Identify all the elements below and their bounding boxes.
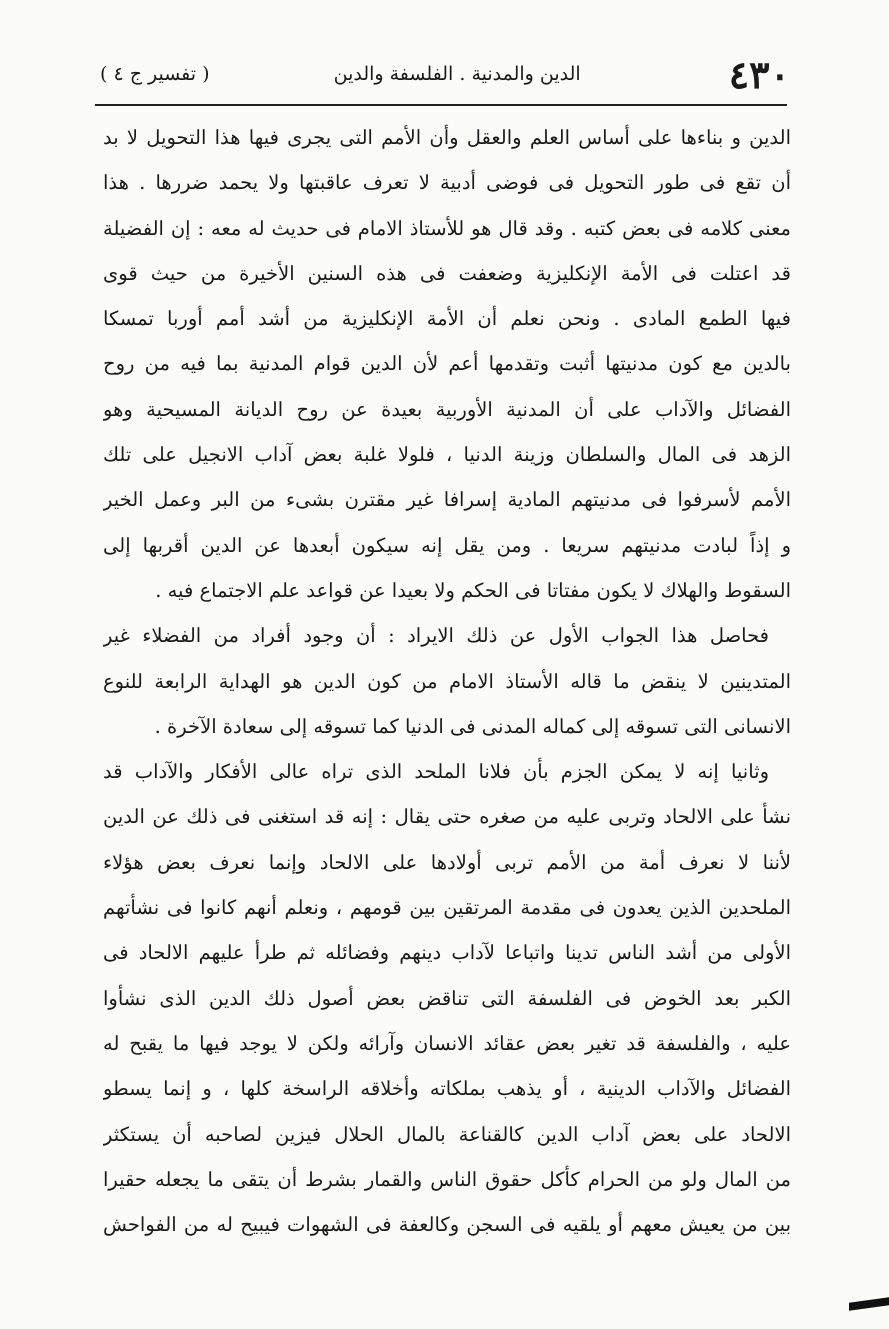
text-line: وثانيا إنه لا يمكن الجزم بأن فلانا الملحد الذى تراه عالى الأفكار والآداب قد	[103, 760, 769, 784]
text-line: نشأ على الالحاد وتربى عليه من صغره حتى يقال : إنه قد استغنى فى ذلك عن الدين	[103, 805, 791, 829]
text-line: بالدين مع كون مدنيتها أثبت وتقدمها أعم لأن الدين قوام المدنية بما فيه من روح	[103, 352, 791, 376]
page-header	[100, 52, 790, 96]
text-line: الكبر بعد الخوض فى الفلسفة التى تناقض بعض أصول ذلك الدين الذى نشأوا	[103, 986, 791, 1010]
body-text	[103, 115, 791, 1247]
text-line: الملحدين الذين يعدون فى مقدمة المرتقين بين قومهم ، ونعلم أنهم كانوا فى نشأتهم	[103, 896, 791, 920]
text-line: فحاصل هذا الجواب الأول عن ذلك الايراد : أن وجود أفراد من الفضلاء غير	[103, 624, 769, 648]
text-line: الدين و بناءها على أساس العلم والعقل وأن الأمم التى يجرى فيها هذا التحويل لا بد	[103, 126, 791, 149]
text-line: الزهد فى المال والسلطان وزينة الدنيا ، فلولا غلبة بعض آداب الانجيل على تلك	[103, 443, 791, 467]
text-line: قد اعتلت فى الأمة الإنكليزية وضعفت فى هذه السنين الأخيرة من حيث قوى	[103, 261, 791, 285]
text-line: لأننا لا نعرف أمة من الأمم تربى أولادها على الالحاد وإنما نعرف بعض هؤلاء	[103, 850, 791, 874]
text-line: عليه ، والفلسفة قد تغير بعض عقائد الانسان وآرائه ولكن لا يوجد فيها ما يقبح له	[103, 1031, 791, 1055]
text-line: من المال ولو من الحرام كأكل حقوق الناس والقمار بشرط أن يتقى ما يجعله حقيرا	[103, 1167, 791, 1191]
text-line: الالحاد على بعض آداب الدين كالقناعة بالمال الحلال فيزين لصاحبه أن يستكثر	[103, 1122, 791, 1146]
text-line: الأمم لأسرفوا فى مدنيتهم المادية إسرافا غير مقترن بشىء من البر وعمل الخير	[103, 488, 791, 512]
text-line: فيها الطمع المادى . ونحن نعلم أن الأمة الإنكليزية من أشد أمم أوربا تمسكا	[103, 307, 791, 331]
page-number: ٤٣٠	[728, 51, 790, 97]
text-line: و إذاً لبادت مدنيتهم سريعا . ومن يقل إنه سيكون أبعدها عن الدين أقربها إلى	[103, 533, 791, 557]
volume-reference: ( تفسير ج ٤ )	[100, 63, 210, 85]
header-rule	[95, 104, 787, 106]
scan-edge-mark	[849, 1297, 889, 1311]
text-line: أن تقع فى طور التحويل فى فوضى أدبية لا تعرف عاقبتها ولا يحمد ضررها . هذا	[103, 171, 791, 195]
text-line: المتدينين لا ينقض ما قاله الأستاذ الامام من كون الدين هو الهداية الرابعة للنوع	[103, 669, 791, 693]
text-line: بين من يعيش معهم أو يلقيه فى السجن وكالعفة فى الشهوات فيبيح له من الفواحش	[103, 1213, 791, 1237]
text-line: الانسانى التى تسوقه إلى كماله المدنى فى الدنيا كما تسوقه إلى سعادة الآخرة .	[154, 714, 791, 738]
running-title: الدين والمدنية . الفلسفة والدين	[333, 63, 581, 85]
text-line: الفضائل والآداب على أن المدنية الأوربية بعيدة عن روح الديانة المسيحية وهو	[103, 397, 791, 421]
text-line: معنى كلامه فى بعض كتبه . وقد قال هو للأستاذ الامام فى حديث له معه : إن الفضيلة	[103, 216, 791, 240]
text-line: الفضائل والآداب الدينية ، أو يذهب بملكاته وأخلاقه الراسخة كلها ، و إنما يسطو	[103, 1077, 791, 1101]
text-line: السقوط والهلاك لا يكون مفتاتا فى الحكم ولا بعيدا عن قواعد علم الاجتماع فيه .	[155, 578, 791, 602]
text-line: الأولى من أشد الناس تدينا واتباعا لآداب دينهم وفضائله ثم طرأ عليهم الالحاد فى	[103, 941, 791, 965]
